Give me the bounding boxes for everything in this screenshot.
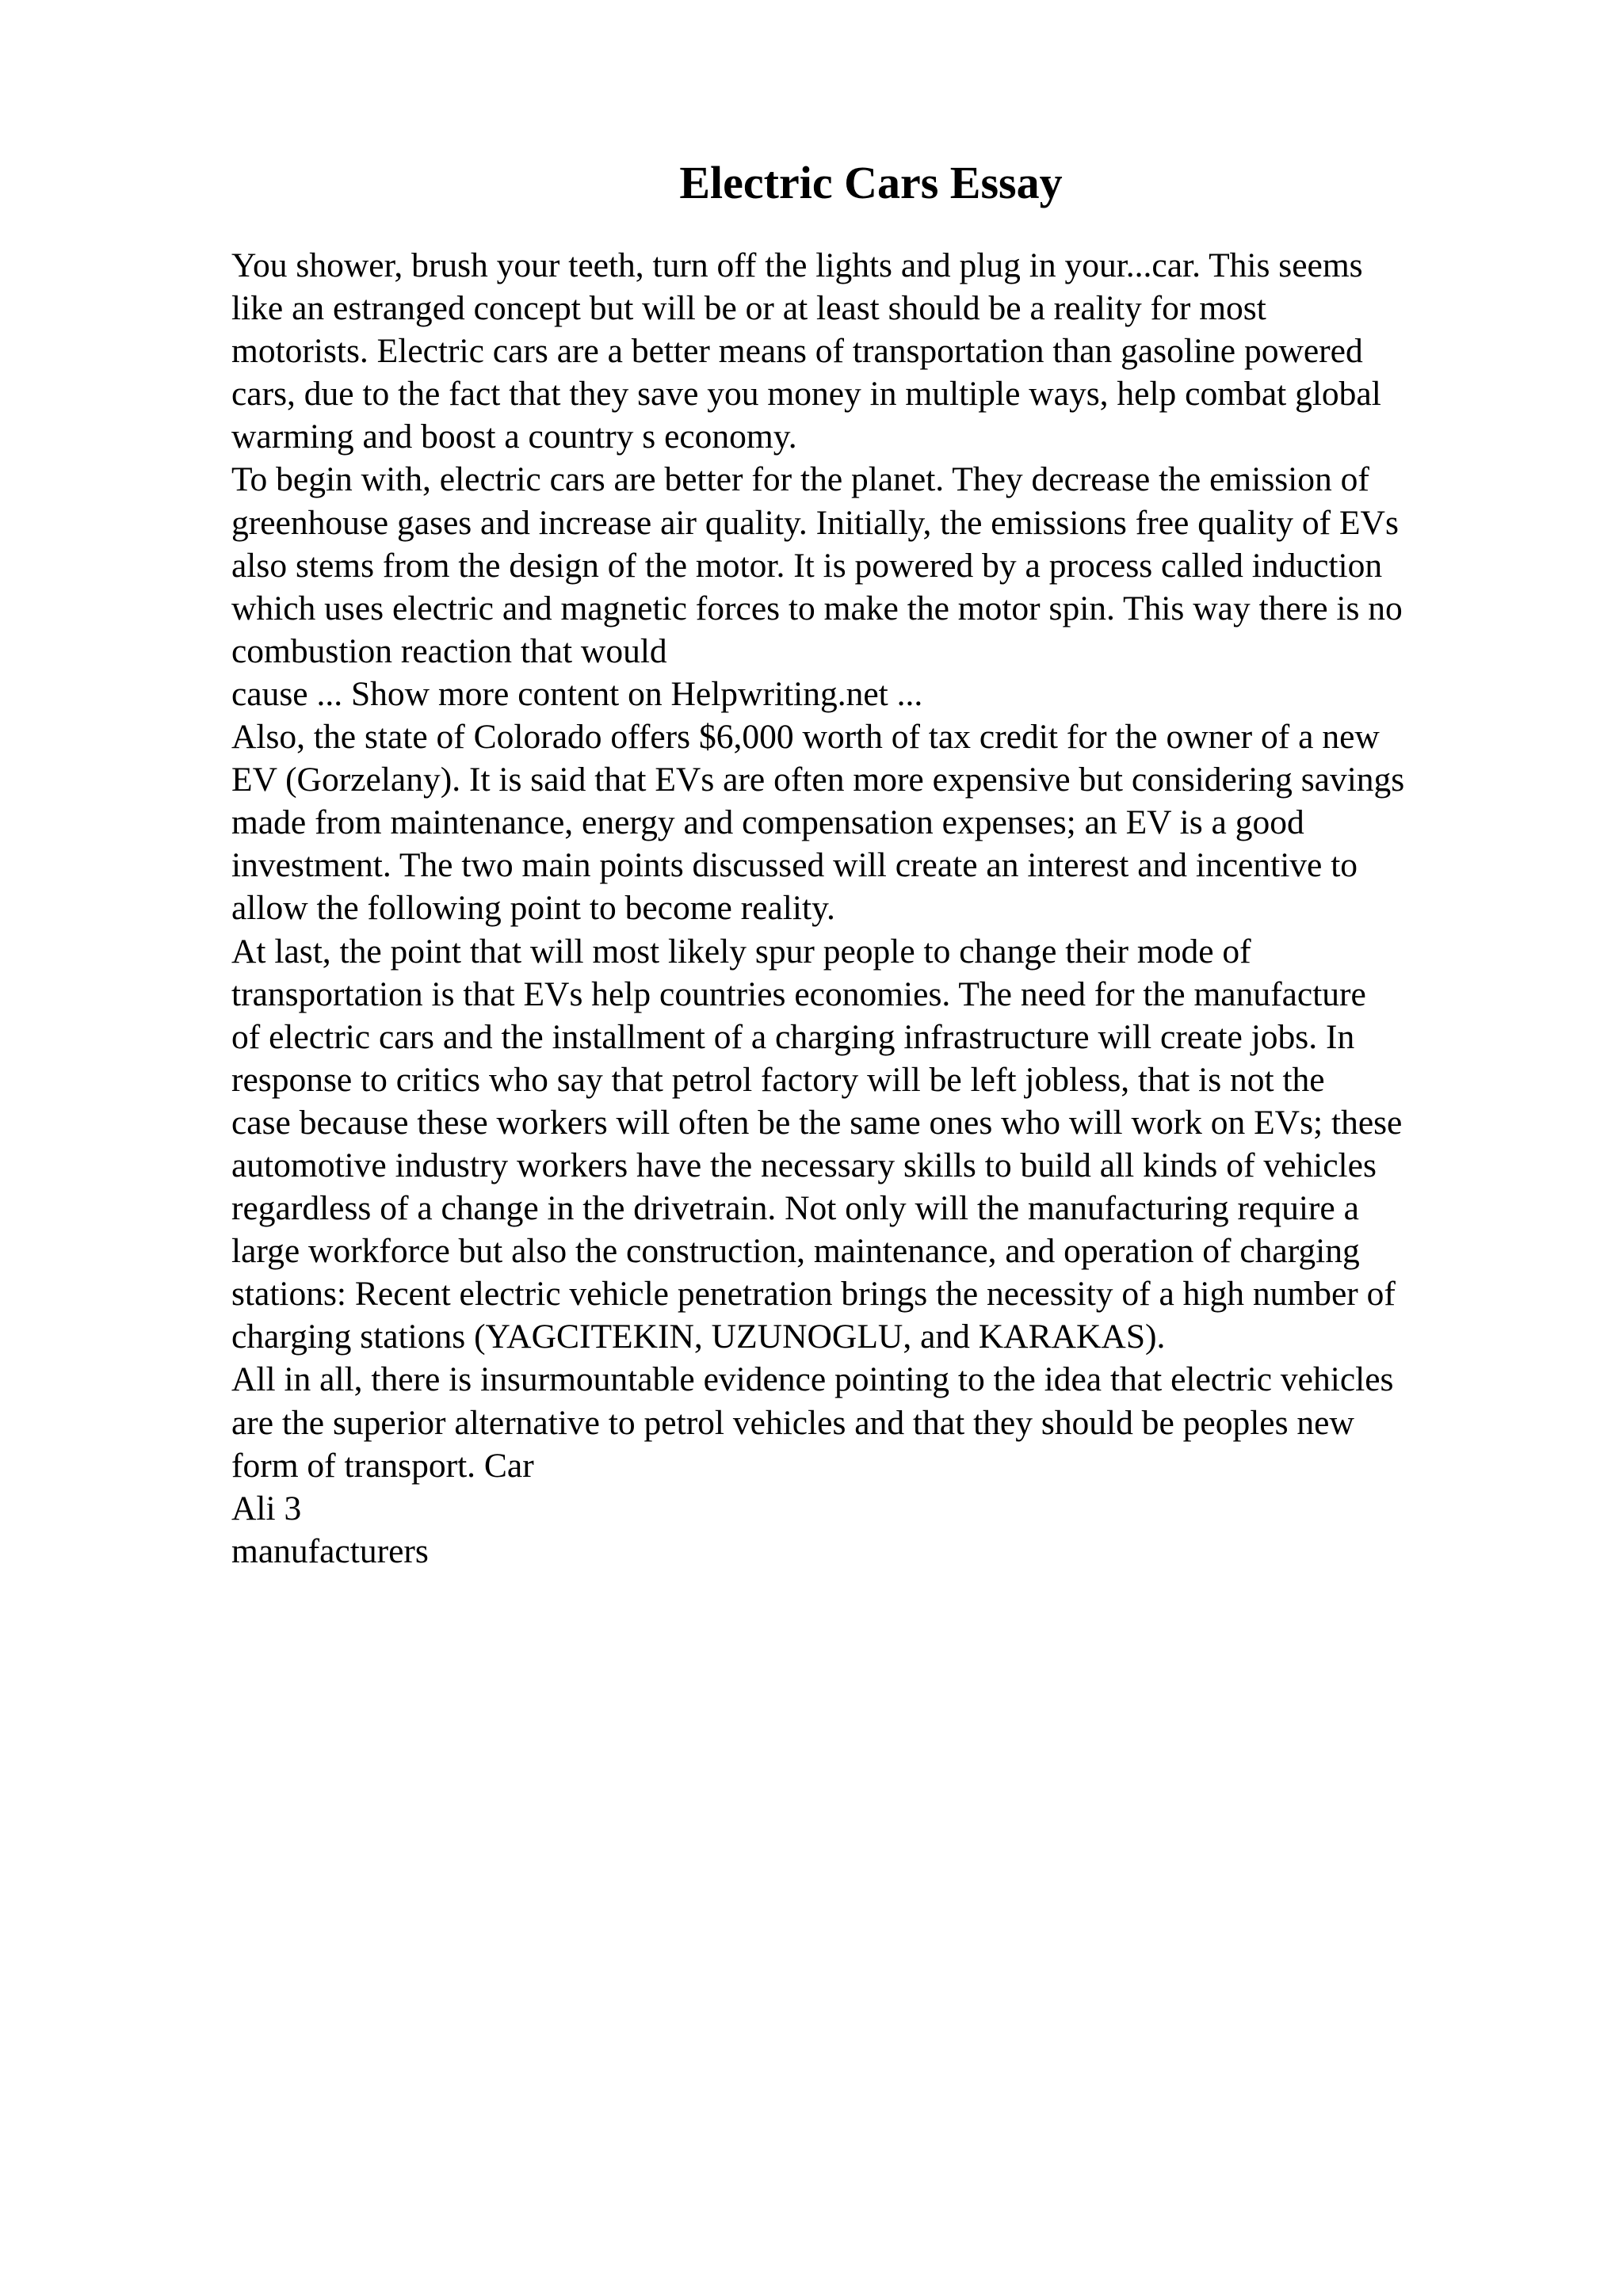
- body-line: motorists. Electric cars are a better means of transportation than gasoline powered: [231, 332, 1363, 371]
- document-body: [231, 244, 1499, 1573]
- body-line: Also, the state of Colorado offers $6,000 worth of tax credit for the owner of a new: [231, 718, 1380, 757]
- body-line: At last, the point that will most likely spur people to change their mode of: [231, 932, 1251, 971]
- body-line: are the superior alternative to petrol vehicles and that they should be peoples new: [231, 1403, 1354, 1442]
- body-line: response to critics who say that petrol factory will be left jobless, that is not the: [231, 1060, 1325, 1099]
- body-line: large workforce but also the construction, maintenance, and operation of charging: [231, 1232, 1360, 1271]
- body-line: investment. The two main points discussed will create an interest and incentive to: [231, 846, 1358, 885]
- body-line: of electric cars and the installment of a charging infrastructure will create jobs. In: [231, 1017, 1355, 1056]
- body-line: warming and boost a country s economy.: [231, 418, 797, 456]
- body-line: stations: Recent electric vehicle penetration brings the necessity of a high number of: [231, 1275, 1396, 1314]
- body-line: made from maintenance, energy and compensation expenses; an EV is a good: [231, 803, 1304, 842]
- body-line: regardless of a change in the drivetrain. Not only will the manufacturing require a: [231, 1189, 1359, 1228]
- body-line: cause ... Show more content on Helpwriting.net ...: [231, 674, 923, 713]
- body-line: transportation is that EVs help countries economies. The need for the manufacture: [231, 974, 1366, 1013]
- body-line: case because these workers will often be the same ones who will work on EVs; these: [231, 1103, 1403, 1142]
- body-line: charging stations (YAGCITEKIN, UZUNOGLU, and KARAKAS).: [231, 1318, 1166, 1356]
- body-line: manufacturers: [231, 1531, 429, 1570]
- document-title: Electric Cars Essay: [679, 157, 1063, 208]
- body-line: automotive industry workers have the necessary skills to build all kinds of vehicles: [231, 1146, 1377, 1184]
- body-line: Ali 3: [231, 1489, 302, 1527]
- body-line: EV (Gorzelany). It is said that EVs are often more expensive but considering savings: [231, 761, 1405, 799]
- body-line: combustion reaction that would: [231, 631, 667, 670]
- body-line: cars, due to the fact that they save you money in multiple ways, help combat global: [231, 375, 1381, 414]
- body-line: You shower, brush your teeth, turn off the lights and plug in your...car. This seems: [231, 246, 1363, 284]
- body-line: allow the following point to become reality.: [231, 889, 835, 928]
- body-line: like an estranged concept but will be or at least should be a reality for most: [231, 289, 1266, 328]
- body-line: All in all, there is insurmountable evidence pointing to the idea that electric vehicles: [231, 1360, 1394, 1399]
- body-line: greenhouse gases and increase air quality. Initially, the emissions free quality of EVs: [231, 503, 1399, 542]
- body-line: form of transport. Car: [231, 1446, 534, 1485]
- body-line: also stems from the design of the motor. It is powered by a process called induction: [231, 546, 1383, 585]
- body-line: To begin with, electric cars are better for the planet. They decrease the emission of: [231, 460, 1369, 499]
- body-line: which uses electric and magnetic forces to make the motor spin. This way there is no: [231, 589, 1403, 627]
